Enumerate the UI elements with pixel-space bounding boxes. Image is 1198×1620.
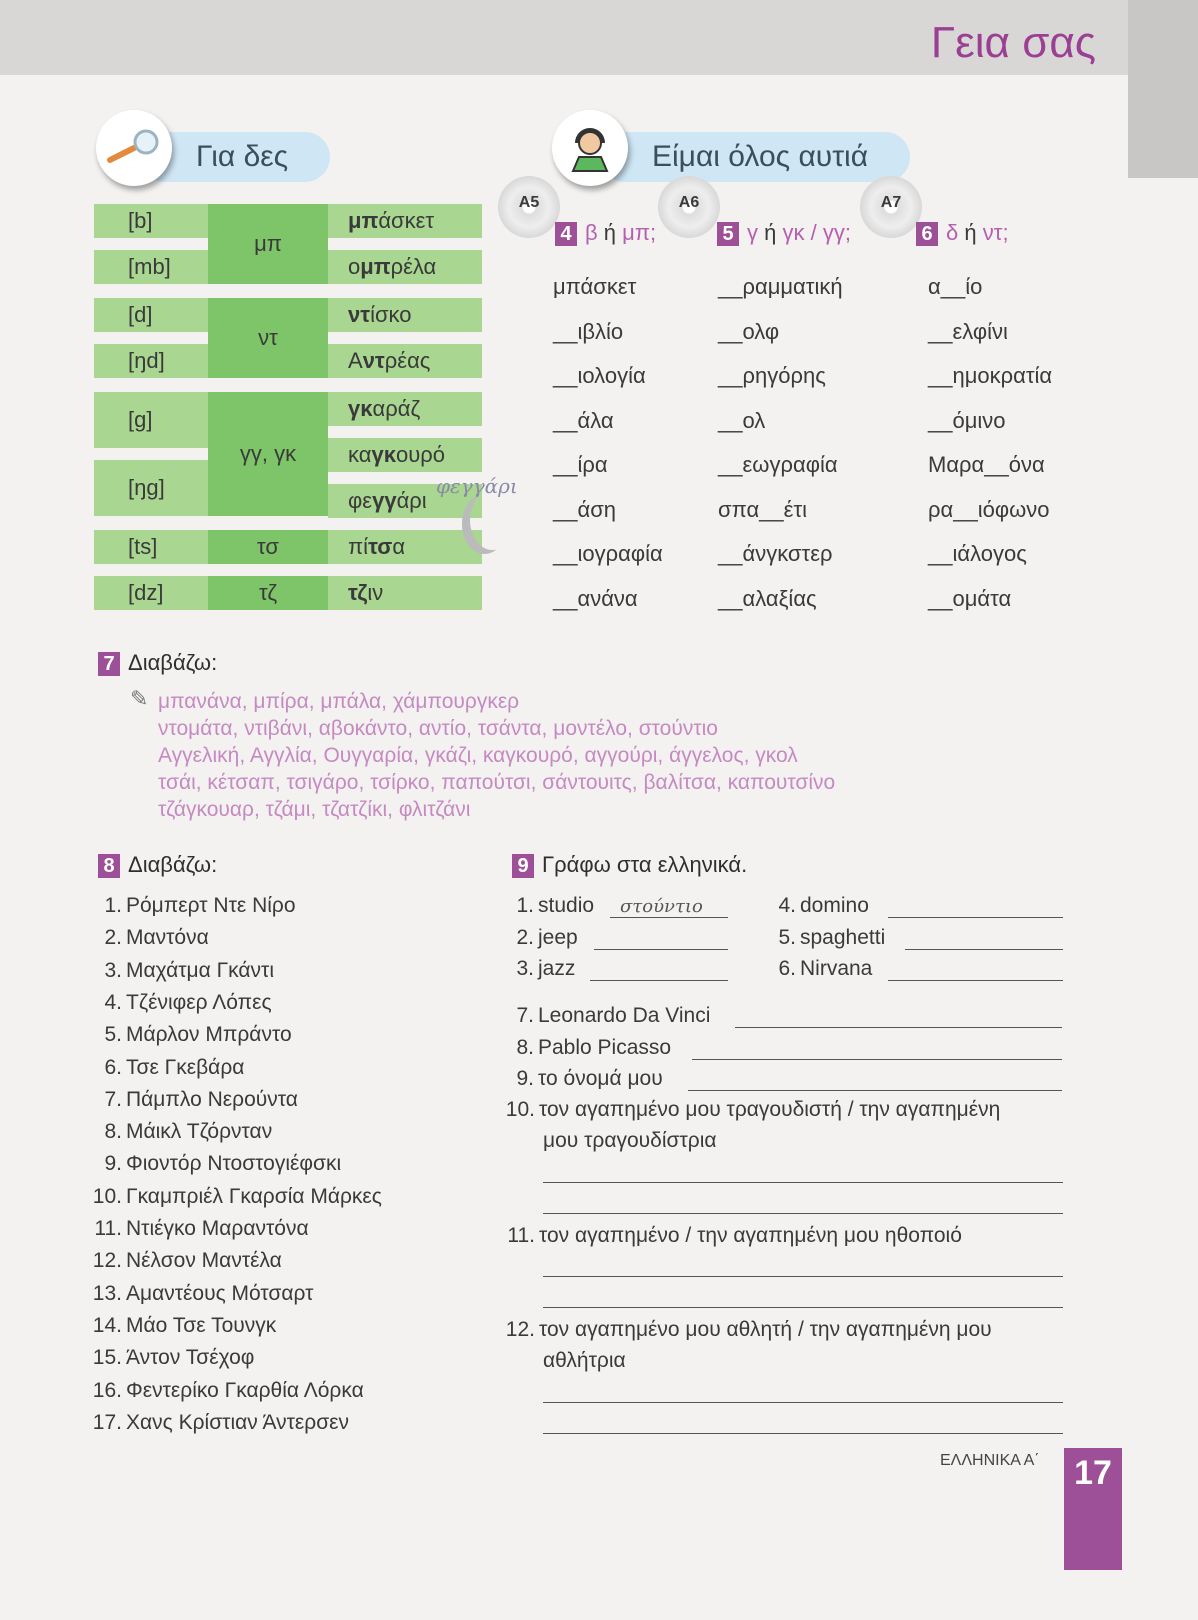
word-line: τζάγκουαρ, τζάμι, τζατζίκι, φλιτζάνι — [158, 798, 471, 821]
list-item — [503, 1318, 1063, 1342]
answer-line — [543, 1402, 1063, 1403]
example-word — [328, 576, 482, 610]
item-text-cont: μου τραγουδίστρια — [543, 1129, 717, 1152]
list-item — [88, 1314, 418, 1338]
item-text: το όνομά μου — [538, 1067, 663, 1090]
exercise-6-header — [916, 220, 1009, 246]
chapter-tab — [1128, 0, 1198, 178]
word-pre: πί — [348, 534, 369, 559]
fill-in-word: α__ίο — [928, 274, 983, 299]
list-item — [88, 959, 418, 983]
letters-cell: μπ — [208, 204, 328, 284]
word-pre: κα — [348, 442, 372, 467]
answer-line — [888, 917, 1063, 918]
headphones-person-icon — [552, 110, 628, 186]
list-item — [88, 991, 418, 1015]
list-item — [88, 1346, 418, 1370]
word-bold: γγ — [372, 488, 397, 513]
example-word — [328, 298, 482, 332]
list-item — [88, 1088, 418, 1112]
item-text: Μάικλ Τζόρνταν — [126, 1120, 273, 1144]
fill-in-word: __ολ — [718, 407, 766, 433]
list-item — [88, 1120, 418, 1144]
fill-in-word: __ιογραφία — [553, 541, 663, 566]
fill-in-word: __ραμματική — [718, 274, 843, 299]
item-text: Φεντερίκο Γκαρθία Λόρκα — [126, 1378, 364, 1402]
item-number: 7. — [104, 1087, 122, 1111]
ipa-cell: [ŋd] — [94, 344, 208, 378]
answer-line — [905, 949, 1063, 950]
item-text: τον αγαπημένο / την αγαπημένη μου ηθοποιό — [539, 1224, 962, 1247]
word-pre: ο — [348, 254, 361, 279]
fill-in-word: __εωγραφία — [718, 452, 838, 477]
word-bold: γκ — [348, 396, 373, 421]
fill-in-word: __ελφίνι — [928, 318, 1008, 344]
item-text: τον αγαπημένο μου αθλητή / την αγαπημένη μου — [539, 1318, 992, 1341]
list-item — [88, 1217, 418, 1241]
list-item — [503, 1224, 1063, 1248]
item-number: 2. — [516, 925, 534, 949]
answer-line — [543, 1276, 1063, 1277]
word-post: άρι — [396, 488, 427, 513]
option-a: δ — [946, 220, 959, 245]
item-text: Nirvana — [800, 957, 873, 980]
item-text: Μάο Τσε Τουνγκ — [126, 1313, 277, 1337]
list-item — [88, 1282, 418, 1306]
item-text: spaghetti — [800, 925, 886, 949]
item-text: Χανς Κρίστιαν Άντερσεν — [126, 1410, 350, 1434]
list-item — [770, 957, 872, 981]
answer-line — [543, 1433, 1063, 1434]
item-number: 8. — [104, 1120, 122, 1144]
item-number: 17. — [92, 1410, 122, 1434]
item-number: 9. — [516, 1067, 534, 1090]
list-item — [508, 894, 594, 918]
item-number: 3. — [104, 958, 122, 982]
item-number: 6. — [778, 957, 796, 980]
item-text: jeep — [538, 925, 578, 949]
word-line: Αγγελική, Αγγλία, Ουγγαρία, γκάζι, καγκουρό, αγγούρι, άγγελος, γκολ — [158, 744, 798, 767]
fill-in-word: __όμινο — [928, 407, 1006, 433]
word-post: α — [392, 534, 406, 559]
exercise-4-header — [555, 220, 656, 246]
word-bold: τσ — [368, 534, 393, 559]
magnifier-icon — [96, 110, 172, 186]
fill-in-word: __άνγκστερ — [718, 541, 833, 566]
list-item — [88, 1056, 418, 1080]
word-bold: τζ — [348, 580, 368, 605]
list-item — [88, 1152, 418, 1176]
item-number: 11. — [94, 1217, 122, 1240]
fill-in-word: __άλα — [553, 407, 614, 433]
word-bold: μπ — [348, 208, 379, 233]
item-number: 14. — [92, 1313, 122, 1337]
fill-in-word: __αλαξίας — [718, 585, 817, 611]
ipa-cell: [dz] — [94, 576, 208, 610]
example-word — [328, 530, 482, 564]
exercise-number: 7 — [98, 652, 120, 676]
letters-cell: τζ — [208, 576, 328, 610]
item-text: Αμαντέους Μότσαρτ — [126, 1281, 314, 1305]
word-post: ιν — [367, 580, 384, 605]
answer-line — [594, 949, 728, 950]
answer-line — [888, 980, 1063, 981]
item-text: Γκαμπριέλ Γκαρσία Μάρκες — [126, 1184, 382, 1208]
item-text: Pablo Picasso — [538, 1035, 672, 1059]
exercise-number: 9 — [512, 854, 534, 878]
item-number: 5. — [778, 925, 796, 949]
list-item — [508, 926, 578, 950]
fill-in-word: __άση — [553, 496, 617, 522]
exercise-5-header — [717, 220, 851, 246]
handwritten-note: φεγγάρι — [436, 474, 518, 498]
fill-in-word: __ανάνα — [553, 585, 638, 611]
word-post: ουρό — [395, 442, 445, 467]
exercise-7-words — [158, 688, 835, 823]
example-word — [328, 344, 482, 378]
list-item — [508, 1036, 671, 1060]
exercise-9-header — [512, 852, 747, 878]
word-post: ίσκο — [370, 302, 412, 327]
item-text: Leonardo Da Vinci — [538, 1004, 711, 1027]
ipa-cell: [ŋg] — [94, 460, 208, 516]
fill-in-word: __ομάτα — [928, 585, 1012, 611]
word-line: ντομάτα, ντιβάνι, αβοκάντο, αντίο, τσάντα, μοντέλο, στούντιο — [158, 717, 718, 740]
item-text: domino — [800, 894, 869, 917]
list-item — [770, 926, 885, 950]
item-number: 13. — [92, 1281, 122, 1305]
item-number: 11. — [507, 1224, 535, 1247]
list-item — [88, 1411, 418, 1435]
exercise-number: 5 — [717, 222, 739, 246]
word-bold: γκ — [371, 442, 396, 467]
exercise-title: Διαβάζω: — [128, 852, 218, 877]
fill-in-word: __ίρα — [553, 452, 608, 477]
cd-icon: A5 — [498, 176, 560, 238]
book-title: ΕΛΛΗΝΙΚΑ Α΄ — [940, 1452, 1040, 1469]
item-number: 10. — [92, 1184, 122, 1208]
letters-cell: γγ, γκ — [208, 392, 328, 516]
example-word — [328, 204, 482, 238]
example-word — [328, 250, 482, 284]
list-item — [88, 926, 418, 950]
item-text: Τσε Γκεβάρα — [126, 1055, 245, 1079]
cd-icon: A6 — [658, 176, 720, 238]
item-number: 10. — [505, 1098, 535, 1121]
or-word: ή — [764, 220, 777, 245]
item-number: 16. — [92, 1378, 122, 1402]
ipa-cell: [b] — [94, 204, 208, 238]
option-b: μπ; — [622, 220, 657, 245]
list-item — [88, 1185, 418, 1209]
fill-in-word: __ιολογία — [553, 363, 646, 388]
word-bold: ντ — [348, 302, 371, 327]
option-a: β — [585, 220, 598, 245]
list-item — [503, 1098, 1063, 1122]
item-text: Μάρλον Μπράντο — [126, 1023, 292, 1047]
list-item — [770, 894, 869, 918]
chapter-title: Γεια σας — [930, 18, 1096, 67]
word-post: ρέας — [384, 348, 431, 373]
or-word: ή — [603, 220, 617, 245]
ipa-cell: [ts] — [94, 530, 208, 564]
ipa-cell: [d] — [94, 298, 208, 332]
answer-line — [543, 1182, 1063, 1183]
word-pre: φε — [348, 488, 373, 513]
item-number: 7. — [516, 1004, 534, 1027]
fill-in-word: Μαρα__όνα — [928, 452, 1045, 477]
section-listen-header: Είμαι όλος αυτιά — [600, 132, 910, 182]
fill-in-word: __ιβλίο — [553, 318, 624, 344]
example-word — [328, 438, 482, 472]
answer-line — [688, 1090, 1062, 1091]
example-word — [328, 392, 482, 426]
ipa-cell: [mb] — [94, 250, 208, 284]
item-text: Πάμπλο Νερούντα — [126, 1087, 298, 1111]
item-text: Φιοντόρ Ντοστογιέφσκι — [126, 1152, 342, 1176]
item-number: 1. — [104, 894, 122, 917]
fill-in-word: __ημοκρατία — [928, 363, 1053, 388]
cd-icon: A7 — [860, 176, 922, 238]
item-text: Νέλσον Μαντέλα — [126, 1249, 282, 1273]
item-number: 15. — [92, 1346, 122, 1370]
pencil-icon: ✎ — [130, 686, 149, 711]
page-number: 17 — [1064, 1448, 1122, 1570]
item-text-cont: αθλήτρια — [543, 1349, 626, 1372]
letters-cell: ντ — [208, 298, 328, 378]
list-item — [508, 1067, 663, 1091]
fill-in-word: ρα__ιόφωνο — [928, 496, 1050, 522]
option-a: γ — [747, 220, 758, 245]
exercise-title: Γράφω στα ελληνικά. — [542, 852, 748, 877]
exercise-number: 6 — [916, 222, 938, 246]
item-number: 4. — [104, 990, 122, 1014]
word-bold: μπ — [360, 254, 391, 279]
list-item — [88, 894, 418, 918]
fill-in-word: __ολφ — [718, 318, 780, 344]
answer-line — [590, 980, 728, 981]
item-number: 5. — [104, 1023, 122, 1047]
fill-in-word: __ιάλογος — [928, 541, 1027, 566]
ipa-cell: [g] — [94, 392, 208, 448]
item-text: Ντιέγκο Μαραντόνα — [126, 1217, 309, 1240]
answer-line — [735, 1027, 1062, 1028]
or-word: ή — [964, 220, 977, 245]
word-bold: ντ — [362, 348, 385, 373]
item-text: studio — [538, 894, 595, 917]
item-number: 12. — [92, 1249, 122, 1273]
list-item — [508, 1004, 710, 1028]
item-number: 6. — [104, 1055, 122, 1079]
fill-in-word: σπα__έτι — [718, 496, 808, 522]
item-number: 2. — [104, 926, 122, 950]
item-text: τον αγαπημένο μου τραγουδιστή / την αγαπημένη — [539, 1098, 1001, 1121]
word-post: αράζ — [372, 396, 421, 421]
option-b: ντ; — [982, 220, 1009, 245]
item-text: Μαντόνα — [126, 926, 209, 950]
answer-line — [543, 1213, 1063, 1214]
option-b: γκ / γγ; — [782, 220, 851, 245]
answer-line — [692, 1059, 1062, 1060]
item-number: 8. — [516, 1035, 534, 1059]
item-text: Μαχάτμα Γκάντι — [126, 958, 275, 982]
item-text: Τζένιφερ Λόπες — [126, 990, 272, 1014]
item-number: 12. — [505, 1318, 535, 1341]
item-text: Ρόμπερτ Ντε Νίρο — [126, 894, 296, 917]
answer-line — [610, 917, 728, 918]
list-item — [508, 957, 575, 981]
section-look-header: Για δες — [140, 132, 330, 182]
word-line: τσάι, κέτσαπ, τσιγάρο, τσίρκο, παπούτσι, σάντουιτς, βαλίτσα, καπουτσίνο — [158, 771, 836, 794]
exercise-number: 8 — [98, 854, 120, 878]
answer-line — [543, 1307, 1063, 1308]
exercise-title: Διαβάζω: — [128, 650, 218, 675]
item-number: 1. — [516, 894, 534, 917]
list-item — [88, 1379, 418, 1403]
fill-in-word: __ρηγόρης — [718, 363, 826, 388]
word-line: μπανάνα, μπίρα, μπάλα, χάμπουργκερ — [158, 690, 520, 713]
word-post: άσκετ — [378, 208, 435, 233]
item-number: 3. — [516, 957, 534, 980]
item-text: Άντον Τσέχοφ — [126, 1346, 255, 1370]
fill-in-word: μπάσκετ — [553, 274, 637, 299]
word-pre: Α — [348, 348, 363, 373]
list-item — [88, 1023, 418, 1047]
item-text: jazz — [538, 957, 576, 980]
moon-drawing — [470, 490, 515, 550]
exercise-7-header — [98, 650, 217, 676]
handwritten-answer: στούντιο — [620, 896, 703, 917]
list-item — [88, 1249, 418, 1273]
word-post: ρέλα — [390, 254, 437, 279]
exercise-number: 4 — [555, 222, 577, 246]
item-number: 4. — [778, 894, 796, 917]
letters-cell: τσ — [208, 530, 328, 564]
exercise-8-header — [98, 852, 217, 878]
item-number: 9. — [104, 1152, 122, 1176]
